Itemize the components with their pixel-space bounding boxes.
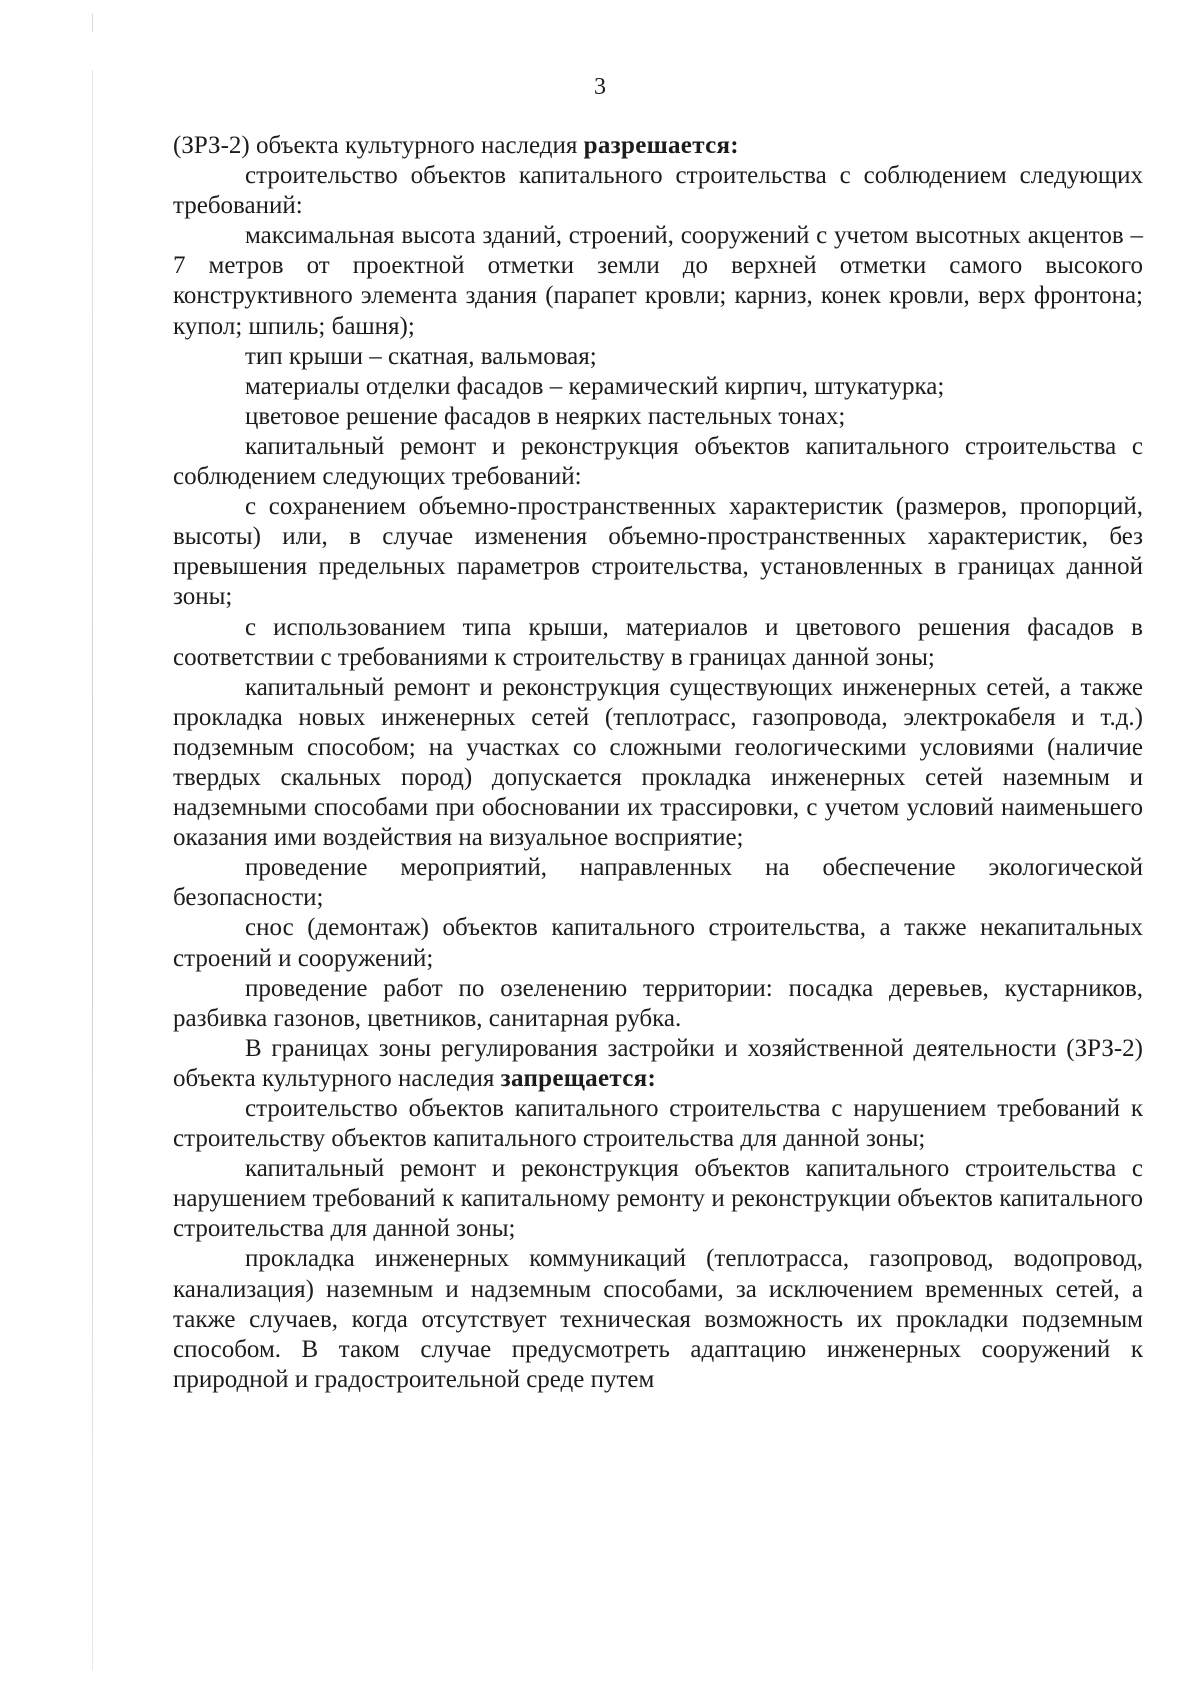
paragraph: тип крыши – скатная, вальмовая;	[245, 342, 597, 370]
paragraph: прокладка инженерных коммуникаций (теплотрасса, газопровод, водопровод, канализация) наземным и надземным способами, за исключением временных сетей, а также случаев, когда отсутствует техническая возможность их прокладки подземным способом. В таком случае предусмотреть адаптацию инженерных сооружений к природной и градостроительной среде путем	[173, 1245, 1143, 1393]
paragraph: проведение мероприятий, направленных на обеспечение экологической безопасности;	[173, 854, 1143, 912]
paragraph: цветовое решение фасадов в неярких пастельных тонах;	[245, 402, 846, 430]
scan-edge-mark	[92, 14, 93, 32]
paragraph-prohibited-heading	[173, 1034, 1143, 1094]
paragraph-permitted-heading	[173, 131, 1143, 161]
paragraph: капитальный ремонт и реконструкция существующих инженерных сетей, а также прокладка новых инженерных сетей (теплотрасс, газопровода, электрокабеля и т.д.) подземным способом; на участках со сложными геологическими условиями (наличие твердых скальных пород) допускается прокладка инженерных сетей наземным и надземными способами при обосновании их трассировки, с учетом условий наименьшего оказания ими воздействия на визуальное восприятие;	[173, 673, 1143, 852]
paragraph: материалы отделки фасадов – керамический кирпич, штукатурка;	[245, 372, 945, 400]
paragraph: снос (демонтаж) объектов капитального строительства, а также некапитальных строений и сооружений;	[173, 914, 1143, 972]
paragraph: строительство объектов капитального строительства с нарушением требований к строительству объектов капитального строительства для данной зоны;	[173, 1095, 1143, 1153]
document-body	[173, 131, 1143, 1395]
paragraph: с сохранением объемно-пространственных характеристик (размеров, пропорций, высоты) или, в случае изменения объемно-пространственных характеристик, без превышения предельных параметров строительства, установленных в границах данной зоны;	[173, 493, 1143, 611]
paragraph: строительство объектов капитального строительства с соблюдением следующих требований:	[173, 162, 1143, 220]
paragraph: максимальная высота зданий, строений, сооружений с учетом высотных акцентов – 7 метров от проектной отметки земли до верхней отметки самого высокого конструктивного элемента здания (парапет кровли; карниз, конек кровли, верх фронтона; купол; шпиль; башня);	[173, 222, 1143, 340]
paragraph-text: (ЗРЗ-2) объекта культурного наследия	[173, 132, 584, 159]
paragraph: капитальный ремонт и реконструкция объектов капитального строительства с нарушением требований к капитальному ремонту и реконструкции объектов капитального строительства для данной зоны;	[173, 1155, 1143, 1243]
paragraph: с использованием типа крыши, материалов и цветового решения фасадов в соответствии с требованиями к строительству в границах данной зоны;	[173, 613, 1143, 671]
scan-edge-line	[92, 70, 93, 1670]
prohibited-keyword: запрещается:	[500, 1064, 657, 1092]
page-number: 3	[594, 74, 606, 100]
permitted-keyword: разрешается:	[583, 132, 739, 159]
paragraph: проведение работ по озеленению территории: посадка деревьев, кустарников, разбивка газонов, цветников, санитарная рубка.	[173, 974, 1143, 1032]
paragraph-text: В границах зоны регулирования застройки и хозяйственной деятельности (ЗРЗ-2) объекта культурного наследия	[173, 1034, 1143, 1092]
paragraph: капитальный ремонт и реконструкция объектов капитального строительства с соблюдением следующих требований:	[173, 432, 1143, 491]
